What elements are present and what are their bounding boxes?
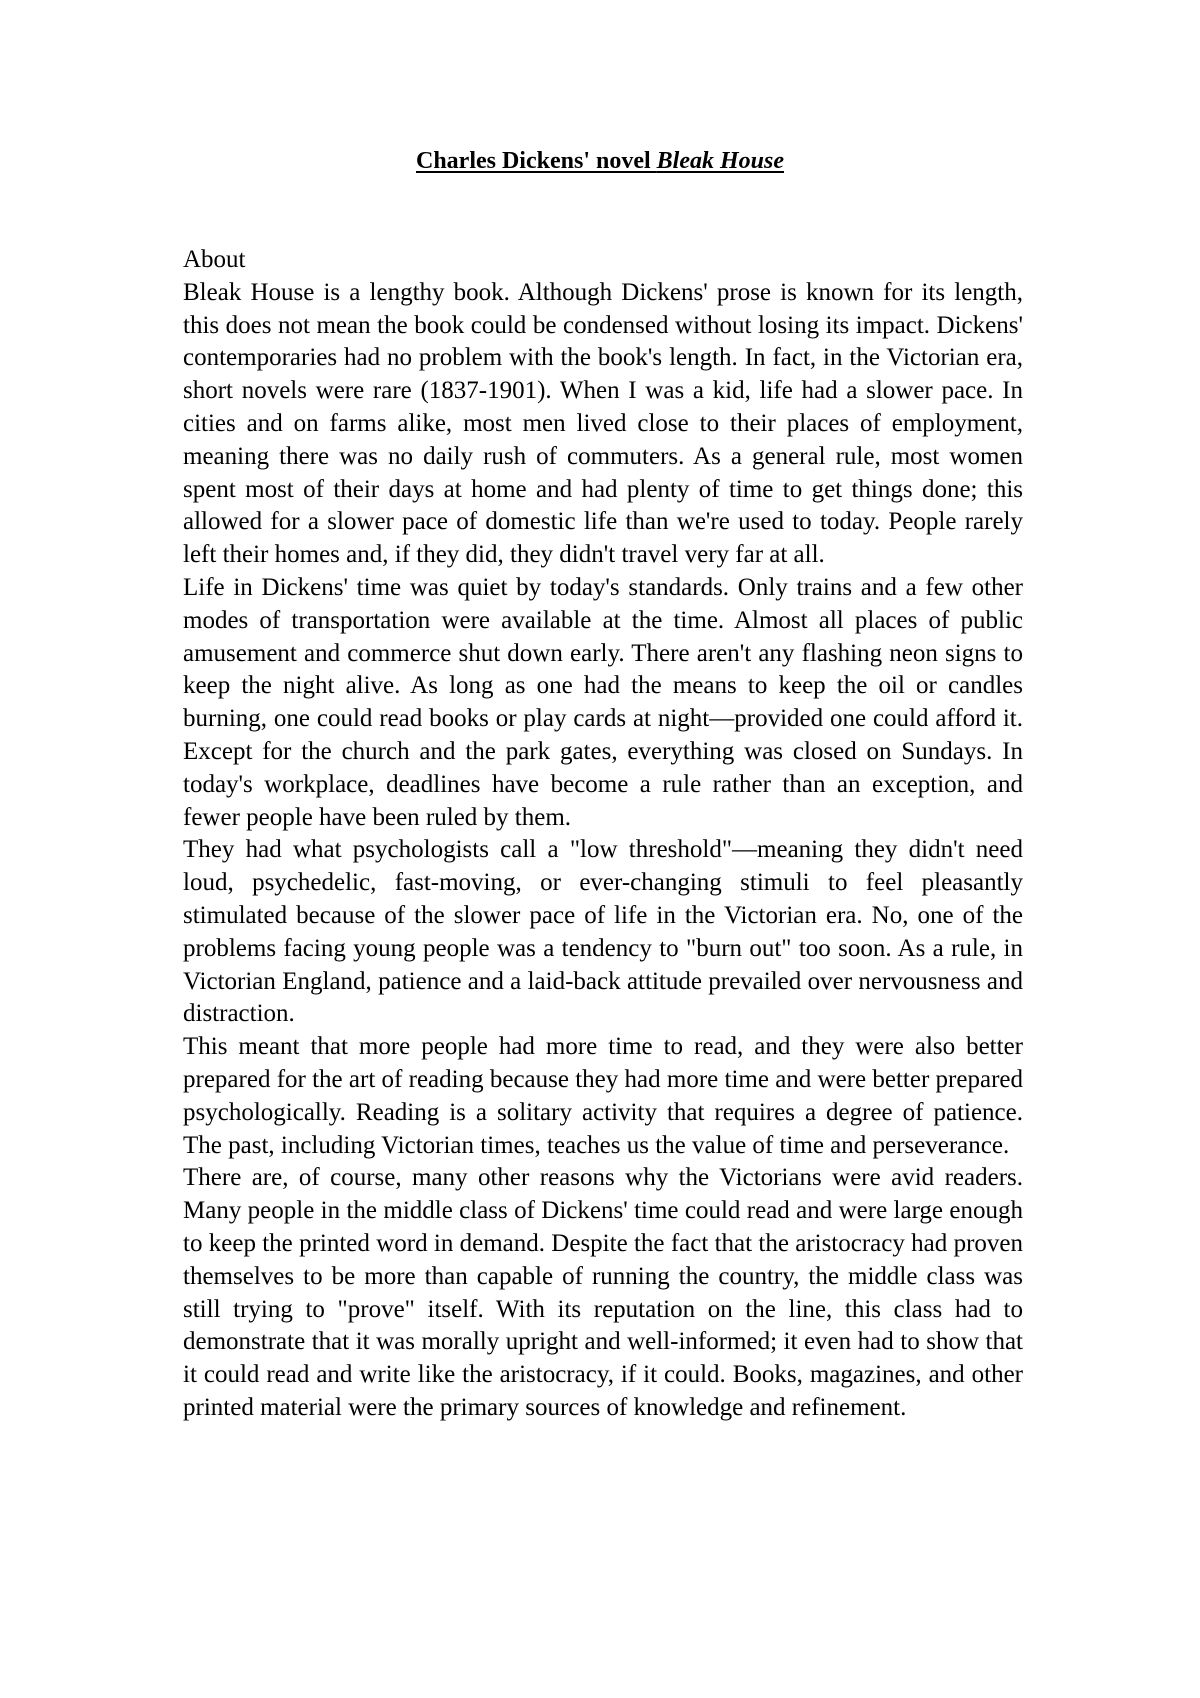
document-title [0, 146, 1200, 176]
paragraph-2: Life in Dickens' time was quiet by today's standards. Only trains and a few other modes of transportation were available at the time. Almost all places of public amusement and commerce shut down early. There aren't any flashing neon signs to keep the night alive. As long as one had the means to keep the oil or candles burning, one could read books or play cards at night—provided one could afford it. Except for the church and the park gates, everything was closed on Sundays. In today's workplace, deadlines have become a rule rather than an exception, and fewer people have been ruled by them. [183, 573, 1023, 831]
section-heading: About [183, 246, 246, 273]
paragraph-4: This meant that more people had more time to read, and they were also better prepared for the art of reading because they had more time and were better prepared psychologically. Reading is a solitary activity that requires a degree of patience. The past, including Victorian times, teaches us the value of time and perseverance. [183, 1033, 1023, 1159]
title-italic-text: Bleak House [656, 148, 784, 174]
title-main-text: Charles Dickens' novel [415, 148, 657, 174]
paragraph-3: They had what psychologists call a "low threshold"—meaning they didn't need loud, psychedelic, fast-moving, or ever-changing stimuli to feel pleasantly stimulated because of the slower pace of life in the Victorian era. No, one of the problems facing young people was a tendency to "burn out" too soon. As a rule, in Victorian England, patience and a laid-back attitude prevailed over nervousness and distraction. [183, 836, 1023, 1028]
paragraph-1: Bleak House is a lengthy book. Although Dickens' prose is known for its length, this does not mean the book could be condensed without losing its impact. Dickens' contemporaries had no problem with the book's length. In fact, in the Victorian era, short novels were rare (1837-1901). When I was a kid, life had a slower pace. In cities and on farms alike, most men lived close to their places of employment, meaning there was no daily rush of commuters. As a general rule, most women spent most of their days at home and had plenty of time to get things done; this allowed for a slower pace of domestic life than we're used to today. People rarely left their homes and, if they did, they didn't travel very far at all. [183, 278, 1023, 569]
paragraph-5: There are, of course, many other reasons why the Victorians were avid readers. Many people in the middle class of Dickens' time could read and were large enough to keep the printed word in demand. Despite the fact that the aristocracy had proven themselves to be more than capable of running the country, the middle class was still trying to "prove" itself. With its reputation on the line, this class had to demonstrate that it was morally upright and well-informed; it even had to show that it could read and write like the aristocracy, if it could. Books, magazines, and other printed material were the primary sources of knowledge and refinement. [183, 1164, 1023, 1421]
document-body [183, 244, 1023, 1425]
